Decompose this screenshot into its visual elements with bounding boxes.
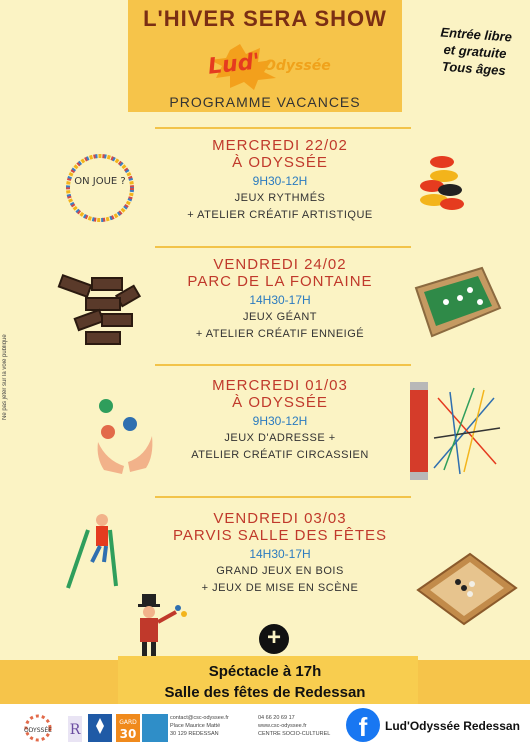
svg-text:R: R <box>69 722 81 738</box>
event-place: À ODYSSÉE <box>232 154 328 171</box>
mikado-box-icon <box>404 378 504 484</box>
contact-tagline: CENTRE SOCIO-CULTUREL <box>258 731 331 737</box>
show-location: Salle des fêtes de Redessan <box>164 684 366 701</box>
on-joue-illustration <box>62 148 140 228</box>
contact-info-2 <box>258 714 330 738</box>
event-place: À ODYSSÉE <box>232 394 328 411</box>
event-desc-2: ATELIER CRÉATIF CIRCASSIEN <box>191 449 369 461</box>
ludodyssee-logo <box>200 44 340 90</box>
gard-number: 30 <box>119 727 137 741</box>
divider <box>155 246 411 248</box>
checkers-pieces-icon <box>412 148 472 218</box>
contact-info <box>170 714 229 738</box>
logo-sub-text: Odyssée <box>264 58 331 74</box>
event-desc-2: + JEUX DE MISE EN SCÈNE <box>201 582 359 594</box>
redessan-logo-icon <box>66 714 84 742</box>
contact-email: contact@csc-odyssee.fr <box>170 715 229 721</box>
plus-icon: + <box>259 624 289 654</box>
divider <box>155 127 411 129</box>
event-desc-2: + ATELIER CRÉATIF ARTISTIQUE <box>187 209 373 221</box>
event-place: PARVIS SALLE DES FÊTES <box>172 527 388 544</box>
ringmaster-icon <box>132 592 188 662</box>
event-time: 9H30-12H <box>252 174 308 188</box>
odyssee-logo-icon <box>14 714 64 742</box>
pichenette-board-icon <box>410 262 502 342</box>
partner-logo-icon <box>142 714 168 742</box>
event-desc-1: JEUX RYTHMÉS <box>234 192 326 204</box>
event-date: MERCREDI 22/02 <box>212 137 348 154</box>
event-1 <box>150 137 410 224</box>
entry-line-2: et gratuite <box>443 41 507 62</box>
entry-line-1: Entrée libre <box>439 24 513 45</box>
juggling-hands-icon <box>96 396 154 476</box>
poster-title: L'HIVER SERA SHOW <box>143 6 387 31</box>
event-4 <box>150 510 410 597</box>
event-2 <box>150 256 410 343</box>
logo-main-text: Lud' <box>206 49 262 80</box>
event-desc-1: JEUX GÉANT <box>242 311 318 323</box>
divider <box>155 364 411 366</box>
event-date: MERCREDI 01/03 <box>212 377 348 394</box>
caf-logo-icon <box>88 714 112 742</box>
event-time: 14H30-17H <box>249 547 311 561</box>
event-date: VENDREDI 24/02 <box>213 256 347 273</box>
on-joue-text: ON JOUE ? <box>74 176 126 187</box>
contact-address: Place Maurice Matté <box>170 723 221 729</box>
side-notice: Ne pas jeter sur la voie publique <box>2 334 8 420</box>
event-time: 14H30-17H <box>249 293 311 307</box>
facebook-page-name[interactable]: Lud'Odyssée Redessan <box>385 719 520 733</box>
carrom-board-icon <box>414 552 518 626</box>
programme-heading: PROGRAMME VACANCES <box>169 94 361 110</box>
event-desc-1: GRAND JEUX EN BOIS <box>216 565 344 577</box>
show-time: Spéctacle à 17h <box>208 663 322 680</box>
event-date: VENDREDI 03/03 <box>213 510 347 527</box>
stilts-child-icon <box>60 510 120 590</box>
entry-line-3: Tous âges <box>441 58 507 79</box>
contact-phone: 04 66 20 69 17 <box>258 715 295 721</box>
event-place: PARC DE LA FONTAINE <box>187 273 373 290</box>
divider <box>155 496 411 498</box>
contact-city: 30 129 REDESSAN <box>170 731 219 737</box>
gard-logo-icon <box>116 714 140 742</box>
contact-website: www.csc-odyssee.fr <box>258 723 307 729</box>
event-3 <box>150 377 410 464</box>
facebook-icon[interactable]: f <box>346 708 380 742</box>
odyssee-logo-text: ODYSSÉE <box>24 727 52 734</box>
giant-jenga-icon <box>56 270 144 352</box>
gard-label: GARD <box>119 719 137 726</box>
entry-info <box>418 22 530 81</box>
event-time: 9H30-12H <box>252 414 308 428</box>
event-desc-2: + ATELIER CRÉATIF ENNEIGÉ <box>195 328 365 340</box>
event-desc-1: JEUX D'ADRESSE + <box>224 432 336 444</box>
